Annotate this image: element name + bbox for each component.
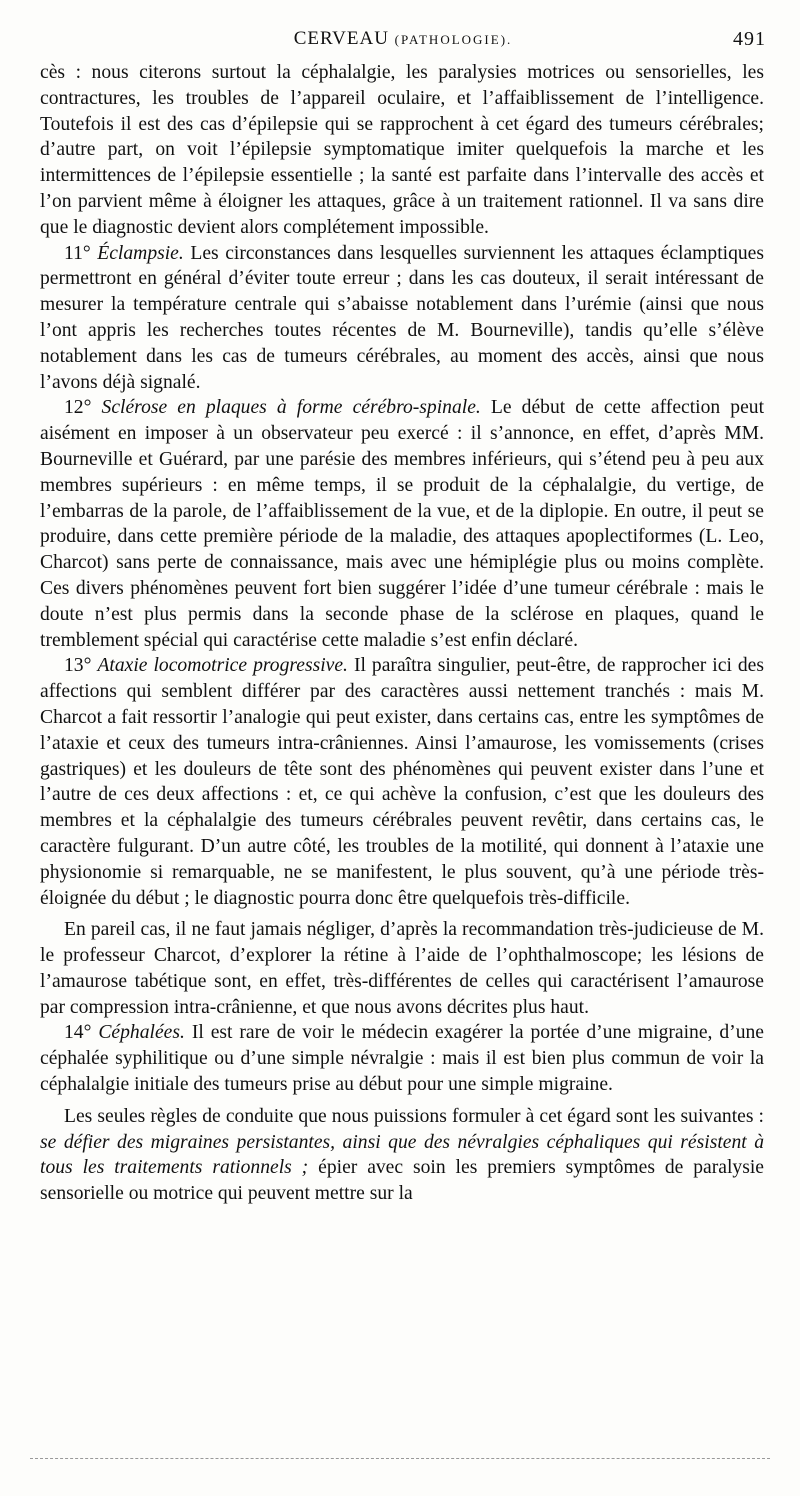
bottom-divider — [30, 1458, 770, 1459]
section-heading: Céphalées. — [98, 1022, 185, 1044]
section-number: 13° — [64, 655, 98, 677]
paragraph-text: épier avec soin les premiers symptômes de paralysie sensorielle ou motrice qui peuvent mettre sur la — [40, 1157, 764, 1205]
paragraph-text: Il paraîtra singulier, peut-être, de rapprocher ici des affections qui semblent différer par des caractères aussi nettement tranchés : mais M. Charcot a fait ressortir l’analogie qui peut exister, dans certains cas, entre les symptômes de l’ataxie et ceux des tumeurs intra-crâniennes. Ainsi l’amaurose, les vomissements (crises gastriques) et les douleurs de tête sont des phénomènes qui peuvent exister dans l’une et l’autre de ces deux affections : et, ce qui achève la confusion, c’est que les douleurs des membres et la céphalalgie des tumeurs cérébrales peuvent revêtir, dans certains cas, le caractère fulgurant. D’un autre côté, les troubles de la motilité, qui donnent à l’ataxie une physionomie si remarquable, ne se manifestent, le plus souvent, qu’à une période très-éloignée du début ; le diagnostic pourra donc être quelquefois très-difficile. — [40, 655, 765, 909]
running-title-sub: (PATHOLOGIE). — [394, 32, 513, 47]
paragraph-text: Le début de cette affection peut aisément en imposer à un observateur peu exercé : il s’annonce, en effet, d’après MM. Bourneville et Guérard, par une parésie des membres inférieurs, qui s’étend peu à peu aux membres supérieurs : en même temps, il se produit de la céphalalgie, du vertige, de l’embarras de la parole, de l’affaiblissement de la vue, et de la diplopie. En outre, il peut se produire, dans cette première période de la maladie, des attaques apoplectiformes (L. Leo, Charcot) sans perte de connaissance, mais avec une hémiplégie plus ou moins complète. Ces divers phénomènes peuvent fort bien suggérer l’idée d’une tumeur cérébrale : mais le doute n’est plus permis dans la seconde phase de la sclérose en plaques, quand le tremblement spécial qui caractérise cette maladie s’est enfin déclaré. — [40, 397, 765, 651]
paragraph-continuation: cès : nous citerons surtout la céphalalgie, les paralysies motrices ou sensorielles, les contractures, les troubles de l’appareil oculaire, et l’affaiblissement de l’intelligence. Toutefois il est des cas d’épilepsie qui se rapprochent à cet égard des tumeurs cérébrales; d’autre part, on voit l’épilepsie symptomatique imiter quelquefois la marche et les intermittences de l’épilepsie essentielle ; la santé est parfaite dans l’intervalle des accès et l’on parvient même à éloigner les attaques, grâce à un traitement rationnel. Il va sans dire que le diagnostic devient alors complétement impossible. — [40, 62, 764, 238]
section-heading: Ataxie locomotrice progressive. — [97, 655, 348, 677]
section-number: 11° — [64, 242, 98, 264]
section-number: 14° — [64, 1022, 99, 1044]
paragraph-text: Il est rare de voir le médecin exagérer la portée d’une migraine, d’une céphalée syphilitique ou d’une simple névralgie : mais il est bien plus commun de voir la céphalalgie initiale des tumeurs prise au début pour une simple migraine. — [40, 1022, 764, 1096]
paragraph-sclerose — [40, 395, 764, 653]
paragraph-text: Les circonstances dans lesquelles surviennent les attaques éclamptiques permettront en général d’éviter toute erreur ; dans les cas douteux, il serait intéressant de mesurer la température centrale qui s’abaisse notablement dans l’urémie (ainsi que nous l’ont appris les recherches toutes récentes de M. Bourneville), tandis qu’elle s’élève notablement dans les cas de tumeurs cérébrales, au moment des accès, ainsi que nous l’avons déjà signalé. — [40, 242, 764, 393]
paragraph-eclampsie — [40, 241, 764, 396]
running-title — [40, 28, 766, 50]
page-number: 491 — [733, 28, 766, 50]
section-number: 12° — [64, 397, 102, 419]
section-heading: Éclampsie. — [97, 242, 184, 264]
paragraph-cephalees — [40, 1020, 764, 1097]
running-title-main: CERVEAU — [293, 28, 389, 49]
paragraph-ataxie — [40, 653, 764, 911]
body-text — [40, 60, 764, 1207]
running-header — [40, 28, 766, 58]
paragraph-ophthalmoscope: En pareil cas, il ne faut jamais négliger, d’après la recommandation très-judicieuse de M. le professeur Charcot, d’explorer la rétine à l’aide de l’ophthalmoscope; les lésions de l’amaurose tabétique sont, en effet, très-différentes de celles qui caractérisent l’amaurose par compression intra-crânienne, et que nous avons décrites plus haut. — [40, 919, 764, 1018]
paragraph-regles — [40, 1104, 764, 1207]
paragraph-text: Les seules règles de conduite que nous puissions formuler à cet égard sont les suivantes : — [64, 1105, 764, 1127]
emphasized-text: se défier des migraines persistantes, ainsi que des névralgies céphaliques qui résistent à tous les traitements rationnels ; — [40, 1131, 764, 1179]
section-heading: Sclérose en plaques à forme cérébro-spinale. — [101, 397, 481, 419]
